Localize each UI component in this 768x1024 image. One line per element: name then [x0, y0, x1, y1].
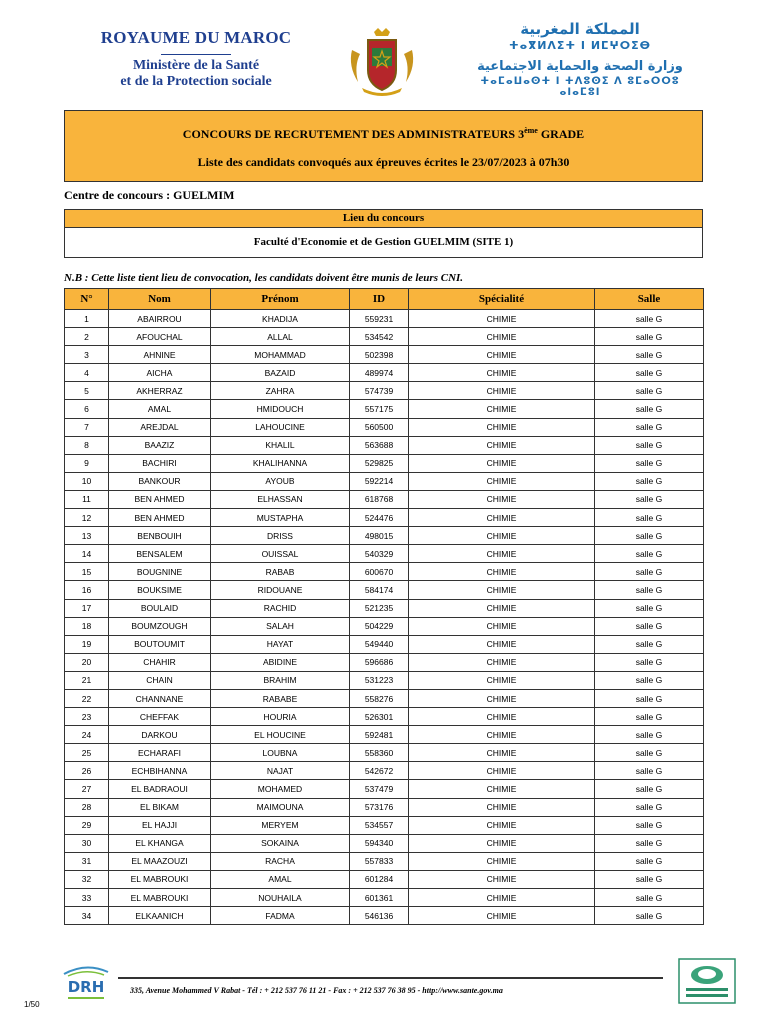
- ministry-line-1: Ministère de la Santé: [132, 58, 260, 73]
- drh-logo-text: DRH: [67, 978, 105, 996]
- specialite-cell: CHIMIE: [409, 780, 595, 798]
- row-number: 7: [65, 418, 109, 436]
- prenom-cell: FADMA: [211, 907, 350, 925]
- row-number: 18: [65, 617, 109, 635]
- table-row: [65, 889, 704, 907]
- row-number: 32: [65, 870, 109, 888]
- row-number: 23: [65, 708, 109, 726]
- row-number: 1: [65, 310, 109, 328]
- salle-cell: salle G: [595, 762, 704, 780]
- prenom-cell: KHADIJA: [211, 310, 350, 328]
- nom-cell: EL KHANGA: [109, 834, 211, 852]
- row-number: 15: [65, 563, 109, 581]
- row-number: 13: [65, 527, 109, 545]
- id-cell: 498015: [350, 527, 409, 545]
- specialite-cell: CHIMIE: [409, 599, 595, 617]
- prenom-cell: ALLAL: [211, 328, 350, 346]
- header-arabic-block: [470, 20, 690, 98]
- specialite-cell: CHIMIE: [409, 907, 595, 925]
- nom-cell: BAAZIZ: [109, 436, 211, 454]
- footer-divider: [118, 977, 663, 979]
- table-row: [65, 617, 704, 635]
- specialite-cell: CHIMIE: [409, 635, 595, 653]
- nom-cell: BENSALEM: [109, 545, 211, 563]
- nom-cell: CHAIN: [109, 671, 211, 689]
- id-cell: 549440: [350, 635, 409, 653]
- row-number: 3: [65, 346, 109, 364]
- id-cell: 534557: [350, 816, 409, 834]
- title-line-2: Liste des candidats convoqués aux épreuves écrites le 23/07/2023 à 07h30: [197, 155, 570, 169]
- column-header: Nom: [109, 289, 211, 310]
- specialite-cell: CHIMIE: [409, 816, 595, 834]
- specialite-cell: CHIMIE: [409, 328, 595, 346]
- salle-cell: salle G: [595, 490, 704, 508]
- row-number: 17: [65, 599, 109, 617]
- table-row: [65, 726, 704, 744]
- prenom-cell: SOKAINA: [211, 834, 350, 852]
- nom-cell: CHEFFAK: [109, 708, 211, 726]
- salle-cell: salle G: [595, 310, 704, 328]
- nom-cell: EL MABROUKI: [109, 889, 211, 907]
- row-number: 34: [65, 907, 109, 925]
- id-cell: 557175: [350, 400, 409, 418]
- row-number: 31: [65, 852, 109, 870]
- nom-cell: CHANNANE: [109, 689, 211, 707]
- column-header: ID: [350, 289, 409, 310]
- table-row: [65, 364, 704, 382]
- prenom-cell: MUSTAPHA: [211, 509, 350, 527]
- prenom-cell: SALAH: [211, 617, 350, 635]
- nom-cell: ECHARAFI: [109, 744, 211, 762]
- row-number: 8: [65, 436, 109, 454]
- specialite-cell: CHIMIE: [409, 545, 595, 563]
- prenom-cell: BAZAID: [211, 364, 350, 382]
- table-row: [65, 852, 704, 870]
- id-cell: 559231: [350, 310, 409, 328]
- row-number: 30: [65, 834, 109, 852]
- specialite-cell: CHIMIE: [409, 798, 595, 816]
- table-row: [65, 798, 704, 816]
- salle-cell: salle G: [595, 328, 704, 346]
- specialite-cell: CHIMIE: [409, 472, 595, 490]
- table-row: [65, 436, 704, 454]
- prenom-cell: NOUHAILA: [211, 889, 350, 907]
- prenom-cell: RIDOUANE: [211, 581, 350, 599]
- row-number: 10: [65, 472, 109, 490]
- row-number: 9: [65, 454, 109, 472]
- id-cell: 557833: [350, 852, 409, 870]
- table-row: [65, 635, 704, 653]
- prenom-cell: NAJAT: [211, 762, 350, 780]
- row-number: 21: [65, 671, 109, 689]
- id-cell: 546136: [350, 907, 409, 925]
- row-number: 24: [65, 726, 109, 744]
- salle-cell: salle G: [595, 364, 704, 382]
- row-number: 5: [65, 382, 109, 400]
- prenom-cell: MOHAMMAD: [211, 346, 350, 364]
- nom-cell: BOULAID: [109, 599, 211, 617]
- id-cell: 600670: [350, 563, 409, 581]
- nom-cell: ABAIRROU: [109, 310, 211, 328]
- salle-cell: salle G: [595, 436, 704, 454]
- column-header: Salle: [595, 289, 704, 310]
- specialite-cell: CHIMIE: [409, 563, 595, 581]
- row-number: 25: [65, 744, 109, 762]
- specialite-cell: CHIMIE: [409, 418, 595, 436]
- nom-cell: BOUKSIME: [109, 581, 211, 599]
- prenom-cell: EL HOUCINE: [211, 726, 350, 744]
- id-cell: 601284: [350, 870, 409, 888]
- column-header: Spécialité: [409, 289, 595, 310]
- table-row: [65, 870, 704, 888]
- id-cell: 526301: [350, 708, 409, 726]
- salle-cell: salle G: [595, 400, 704, 418]
- table-row: [65, 545, 704, 563]
- candidates-table: [64, 288, 704, 925]
- salle-cell: salle G: [595, 545, 704, 563]
- ministry-line-2: et de la Protection sociale: [120, 74, 272, 89]
- row-number: 19: [65, 635, 109, 653]
- header-french-block: [86, 28, 306, 90]
- prenom-cell: MOHAMED: [211, 780, 350, 798]
- id-cell: 573176: [350, 798, 409, 816]
- nom-cell: AFOUCHAL: [109, 328, 211, 346]
- prenom-cell: DRISS: [211, 527, 350, 545]
- lieu-header: Lieu du concours: [64, 209, 703, 228]
- title-line-1: [65, 126, 702, 142]
- row-number: 14: [65, 545, 109, 563]
- table-row: [65, 653, 704, 671]
- salle-cell: salle G: [595, 527, 704, 545]
- nom-cell: EL HAJJI: [109, 816, 211, 834]
- kingdom-title: ROYAUME DU MAROC: [100, 28, 292, 47]
- prenom-cell: HAYAT: [211, 635, 350, 653]
- prenom-cell: LOUBNA: [211, 744, 350, 762]
- title-superscript: ème: [524, 126, 538, 135]
- specialite-cell: CHIMIE: [409, 436, 595, 454]
- salle-cell: salle G: [595, 870, 704, 888]
- specialite-cell: CHIMIE: [409, 834, 595, 852]
- table-row: [65, 418, 704, 436]
- table-row: [65, 671, 704, 689]
- specialite-cell: CHIMIE: [409, 364, 595, 382]
- id-cell: 534542: [350, 328, 409, 346]
- id-cell: 592214: [350, 472, 409, 490]
- nom-cell: EL BADRAOUI: [109, 780, 211, 798]
- table-row: [65, 328, 704, 346]
- table-row: [65, 509, 704, 527]
- specialite-cell: CHIMIE: [409, 726, 595, 744]
- table-header-row: [65, 289, 704, 310]
- id-cell: 504229: [350, 617, 409, 635]
- centre-label: Centre de concours : GUELMIM: [64, 188, 235, 202]
- arabic-kingdom: المملكة المغربية: [520, 20, 640, 38]
- specialite-cell: CHIMIE: [409, 852, 595, 870]
- prenom-cell: HMIDOUCH: [211, 400, 350, 418]
- column-header: Prénom: [211, 289, 350, 310]
- id-cell: 502398: [350, 346, 409, 364]
- nom-cell: ELKAANICH: [109, 907, 211, 925]
- table-row: [65, 400, 704, 418]
- specialite-cell: CHIMIE: [409, 490, 595, 508]
- salle-cell: salle G: [595, 617, 704, 635]
- specialite-cell: CHIMIE: [409, 762, 595, 780]
- id-cell: 560500: [350, 418, 409, 436]
- salle-cell: salle G: [595, 472, 704, 490]
- prenom-cell: RABAB: [211, 563, 350, 581]
- salle-cell: salle G: [595, 852, 704, 870]
- row-number: 33: [65, 889, 109, 907]
- specialite-cell: CHIMIE: [409, 527, 595, 545]
- row-number: 2: [65, 328, 109, 346]
- nom-cell: DARKOU: [109, 726, 211, 744]
- nom-cell: BOUMZOUGH: [109, 617, 211, 635]
- salle-cell: salle G: [595, 653, 704, 671]
- table-row: [65, 490, 704, 508]
- prenom-cell: KHALIL: [211, 436, 350, 454]
- salle-cell: salle G: [595, 834, 704, 852]
- salle-cell: salle G: [595, 635, 704, 653]
- salle-cell: salle G: [595, 671, 704, 689]
- specialite-cell: CHIMIE: [409, 509, 595, 527]
- page-number: 1/50: [24, 1000, 40, 1009]
- specialite-cell: CHIMIE: [409, 382, 595, 400]
- prenom-cell: RACHID: [211, 599, 350, 617]
- row-number: 11: [65, 490, 109, 508]
- specialite-cell: CHIMIE: [409, 653, 595, 671]
- nom-cell: CHAHIR: [109, 653, 211, 671]
- salle-cell: salle G: [595, 581, 704, 599]
- note: N.B : Cette liste tient lieu de convocation, les candidats doivent être munis de leurs CNI.: [64, 272, 464, 284]
- nom-cell: BOUGNINE: [109, 563, 211, 581]
- prenom-cell: AYOUB: [211, 472, 350, 490]
- salle-cell: salle G: [595, 708, 704, 726]
- prenom-cell: KHALIHANNA: [211, 454, 350, 472]
- nom-cell: AMAL: [109, 400, 211, 418]
- id-cell: 531223: [350, 671, 409, 689]
- drh-logo-icon: [60, 960, 112, 1004]
- row-number: 28: [65, 798, 109, 816]
- id-cell: 594340: [350, 834, 409, 852]
- prenom-cell: ABIDINE: [211, 653, 350, 671]
- id-cell: 592481: [350, 726, 409, 744]
- table-row: [65, 454, 704, 472]
- id-cell: 558276: [350, 689, 409, 707]
- id-cell: 521235: [350, 599, 409, 617]
- table-row: [65, 472, 704, 490]
- prenom-cell: MAIMOUNA: [211, 798, 350, 816]
- row-number: 22: [65, 689, 109, 707]
- row-number: 12: [65, 509, 109, 527]
- specialite-cell: CHIMIE: [409, 870, 595, 888]
- nom-cell: BANKOUR: [109, 472, 211, 490]
- id-cell: 596686: [350, 653, 409, 671]
- salle-cell: salle G: [595, 563, 704, 581]
- id-cell: 574739: [350, 382, 409, 400]
- salle-cell: salle G: [595, 382, 704, 400]
- table-row: [65, 689, 704, 707]
- footer-address: 335, Avenue Mohammed V Rabat - Tél : + 212 537 76 11 21 - Fax : + 212 537 76 38 95 - http://www.sante.gov.ma: [130, 986, 503, 995]
- nom-cell: BEN AHMED: [109, 490, 211, 508]
- prenom-cell: MERYEM: [211, 816, 350, 834]
- prenom-cell: AMAL: [211, 870, 350, 888]
- prenom-cell: ZAHRA: [211, 382, 350, 400]
- id-cell: 601361: [350, 889, 409, 907]
- title-line-1-main: CONCOURS DE RECRUTEMENT DES ADMINISTRATEURS 3: [182, 127, 525, 141]
- salle-cell: salle G: [595, 780, 704, 798]
- arabic-ministry: وزارة الصحة والحماية الاجتماعية: [477, 59, 683, 74]
- specialite-cell: CHIMIE: [409, 310, 595, 328]
- nom-cell: AKHERRAZ: [109, 382, 211, 400]
- nom-cell: EL MAAZOUZI: [109, 852, 211, 870]
- nom-cell: ECHBIHANNA: [109, 762, 211, 780]
- table-row: [65, 708, 704, 726]
- specialite-cell: CHIMIE: [409, 581, 595, 599]
- prenom-cell: HOURIA: [211, 708, 350, 726]
- table-row: [65, 563, 704, 581]
- nom-cell: AICHA: [109, 364, 211, 382]
- prenom-cell: OUISSAL: [211, 545, 350, 563]
- table-row: [65, 599, 704, 617]
- specialite-cell: CHIMIE: [409, 671, 595, 689]
- row-number: 27: [65, 780, 109, 798]
- table-row: [65, 527, 704, 545]
- salle-cell: salle G: [595, 907, 704, 925]
- nom-cell: BEN AHMED: [109, 509, 211, 527]
- id-cell: 584174: [350, 581, 409, 599]
- table-row: [65, 834, 704, 852]
- prenom-cell: BRAHIM: [211, 671, 350, 689]
- header-divider: [161, 54, 231, 55]
- row-number: 26: [65, 762, 109, 780]
- table-row: [65, 762, 704, 780]
- nom-cell: BACHIRI: [109, 454, 211, 472]
- lieu-value: Faculté d'Economie et de Gestion GUELMIM (SITE 1): [64, 227, 703, 258]
- row-number: 6: [65, 400, 109, 418]
- id-cell: 558360: [350, 744, 409, 762]
- id-cell: 618768: [350, 490, 409, 508]
- salle-cell: salle G: [595, 346, 704, 364]
- salle-cell: salle G: [595, 418, 704, 436]
- id-cell: 529825: [350, 454, 409, 472]
- id-cell: 489974: [350, 364, 409, 382]
- specialite-cell: CHIMIE: [409, 708, 595, 726]
- row-number: 16: [65, 581, 109, 599]
- specialite-cell: CHIMIE: [409, 617, 595, 635]
- prenom-cell: RACHA: [211, 852, 350, 870]
- nom-cell: BENBOUIH: [109, 527, 211, 545]
- nom-cell: AREJDAL: [109, 418, 211, 436]
- salle-cell: salle G: [595, 889, 704, 907]
- nom-cell: AHNINE: [109, 346, 211, 364]
- id-cell: 537479: [350, 780, 409, 798]
- specialite-cell: CHIMIE: [409, 889, 595, 907]
- salle-cell: salle G: [595, 689, 704, 707]
- specialite-cell: CHIMIE: [409, 744, 595, 762]
- tifinagh-kingdom: ⵜⴰⴳⵍⴷⵉⵜ ⵏ ⵍⵎⵖⵔⵉⴱ: [508, 39, 651, 52]
- id-cell: 540329: [350, 545, 409, 563]
- title-box: [64, 110, 703, 182]
- salle-cell: salle G: [595, 599, 704, 617]
- title-line-1-end: GRADE: [537, 127, 585, 141]
- table-row: [65, 816, 704, 834]
- moroccan-coat-of-arms-icon: [344, 26, 420, 98]
- table-row: [65, 581, 704, 599]
- salle-cell: salle G: [595, 798, 704, 816]
- row-number: 4: [65, 364, 109, 382]
- nom-cell: BOUTOUMIT: [109, 635, 211, 653]
- table-row: [65, 310, 704, 328]
- id-cell: 563688: [350, 436, 409, 454]
- specialite-cell: CHIMIE: [409, 346, 595, 364]
- salle-cell: salle G: [595, 509, 704, 527]
- specialite-cell: CHIMIE: [409, 689, 595, 707]
- table-row: [65, 907, 704, 925]
- specialite-cell: CHIMIE: [409, 400, 595, 418]
- column-header: N°: [65, 289, 109, 310]
- table-row: [65, 780, 704, 798]
- ministry-logo-icon: [678, 958, 736, 1004]
- row-number: 20: [65, 653, 109, 671]
- prenom-cell: LAHOUCINE: [211, 418, 350, 436]
- nom-cell: EL MABROUKI: [109, 870, 211, 888]
- row-number: 29: [65, 816, 109, 834]
- specialite-cell: CHIMIE: [409, 454, 595, 472]
- nom-cell: EL BIKAM: [109, 798, 211, 816]
- prenom-cell: RABABE: [211, 689, 350, 707]
- tifinagh-ministry: ⵜⴰⵎⴰⵡⴰⵙⵜ ⵏ ⵜⴷⵓⵙⵉ ⴷ ⵓⵎⴰⵔⵔⵓ ⴰⵏⴰⵎⵓⵏ: [480, 76, 680, 98]
- salle-cell: salle G: [595, 744, 704, 762]
- table-row: [65, 382, 704, 400]
- table-row: [65, 346, 704, 364]
- id-cell: 524476: [350, 509, 409, 527]
- prenom-cell: ELHASSAN: [211, 490, 350, 508]
- salle-cell: salle G: [595, 454, 704, 472]
- table-row: [65, 744, 704, 762]
- salle-cell: salle G: [595, 726, 704, 744]
- id-cell: 542672: [350, 762, 409, 780]
- salle-cell: salle G: [595, 816, 704, 834]
